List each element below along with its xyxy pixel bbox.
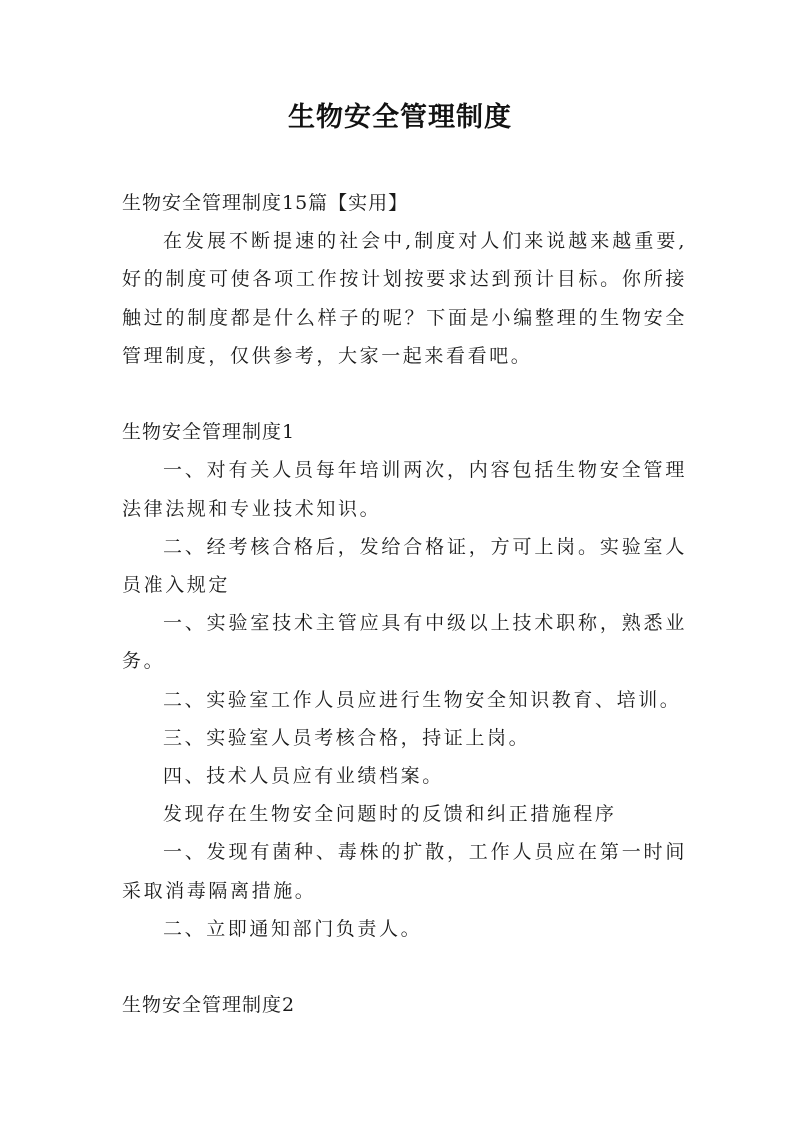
section-1-paragraph: 三、实验室人员考核合格，持证上岗。 (163, 726, 531, 749)
section-1-paragraph: 一、对有关人员每年培训两次，内容包括生物安全管理法律法规和专业技术知识。 (122, 459, 687, 520)
section-1-paragraph: 一、发现有菌种、毒株的扩散，工作人员应在第一时间采取消毒隔离措施。 (122, 841, 687, 902)
paragraph-spacer (122, 948, 687, 986)
section-1-paragraph: 二、实验室工作人员应进行生物安全知识教育、培训。 (163, 688, 682, 711)
section-heading-2: 生物安全管理制度2 (122, 994, 296, 1017)
document-title: 生物安全管理制度 (288, 102, 512, 133)
section-1-paragraph: 二、立即通知部门负责人。 (163, 917, 423, 940)
intro-paragraph: 在发展不断提速的社会中,制度对人们来说越来越重要,好的制度可使各项工作按计划按要求达到预计目标。你所接触过的制度都是什么样子的呢？下面是小编整理的生物安全管理制度，仅供参考，大家一起来看看吧。 (122, 230, 687, 367)
section-1-paragraph: 二、经考核合格后，发给合格证，方可上岗。实验室人员准入规定 (122, 535, 687, 597)
section-1-paragraph: 一、实验室技术主管应具有中级以上技术职称，熟悉业务。 (122, 612, 687, 673)
section-heading-1: 生物安全管理制度1 (122, 421, 296, 444)
paragraph-spacer (122, 375, 687, 413)
section-1-paragraph: 发现存在生物安全问题时的反馈和纠正措施程序 (163, 803, 617, 826)
document-body (122, 184, 687, 1024)
section-1-paragraph: 四、技术人员应有业绩档案。 (163, 765, 444, 788)
document-subtitle: 生物安全管理制度15篇【实用】 (122, 192, 409, 214)
